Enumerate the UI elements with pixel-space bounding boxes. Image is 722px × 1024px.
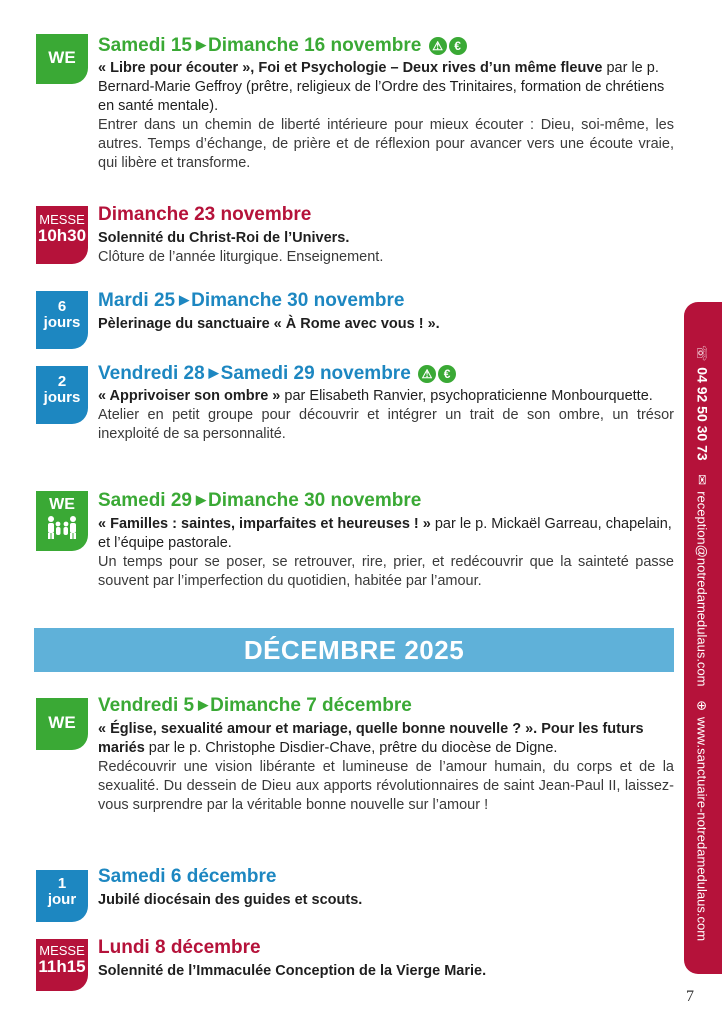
event-description: Entrer dans un chemin de liberté intérieure pour mieux écouter : Dieu, soi-même, les autres. Temps d’échange, de prière et de réflexion pour avancer vers une écoute vraie, qui libère et transforme. [98, 117, 674, 171]
event-title: Samedi 29 ▶ Dimanche 30 novembre [98, 490, 422, 511]
event-subtitle: « Familles : saintes, imparfaites et heureuses ! » par le p. Mickaël Garreau, chapelain, et l’équipe pastorale. [98, 516, 672, 551]
event-body [98, 289, 674, 334]
event-title: Samedi 15 ▶ Dimanche 16 novembre ⚠ € [98, 34, 674, 57]
event-title: Lundi 8 décembre [98, 937, 261, 958]
event-subtitle: Solennité du Christ-Roi de l’Univers. [98, 230, 350, 246]
event-body [98, 489, 674, 591]
event-subtitle: Pèlerinage du sanctuaire « À Rome avec vous ! ». [98, 316, 440, 332]
arrow-right-icon: ▶ [208, 365, 219, 380]
arrow-right-icon: ▶ [179, 292, 190, 307]
event-description: Atelier en petit groupe pour découvrir et intégrer un trait de son ombre, un trésor inexploité de sa personnalité. [98, 407, 674, 442]
event-body [98, 866, 674, 910]
event-badge-days: 6 jours [36, 291, 88, 349]
event-body [98, 34, 674, 173]
arrow-right-icon: ▶ [198, 697, 209, 712]
event-badge-days: 1 jour [36, 870, 88, 922]
euro-icon: € [438, 365, 456, 383]
page-number: 7 [686, 988, 694, 1005]
event-body [98, 694, 674, 815]
email-icon: ✉ [694, 474, 710, 486]
event-badge-days: 2 jours [36, 366, 88, 424]
event-badge-messe: MESSE 10h30 [36, 206, 88, 264]
event-description: Clôture de l’année liturgique. Enseignement. [98, 249, 384, 265]
arrow-right-icon: ▶ [196, 37, 206, 52]
event-badge-messe: MESSE 11h15 [36, 939, 88, 991]
event-badge-we: WE [36, 698, 88, 750]
event-title: Mardi 25 ▶ Dimanche 30 novembre [98, 290, 405, 311]
globe-icon: ⊕ [694, 700, 710, 712]
contact-line: ☏04 92 50 30 73 ✉reception@notredamedulaus.com ⊕www.sanctuaire-notredamedulaus.com [694, 344, 711, 942]
event-subtitle: « Libre pour écouter », Foi et Psychologie – Deux rives d’un même fleuve par le p. Bernard-Marie Geffroy (prêtre, religieux de l’Ordre des Trinitaires, formation de chrétiens en santé mentale). [98, 60, 665, 114]
event-title: Dimanche 23 novembre [98, 204, 312, 225]
event-body [98, 362, 674, 444]
family-icon-svg [44, 514, 80, 540]
euro-icon: € [449, 37, 467, 55]
phone-icon: ☏ [694, 344, 710, 362]
pilgrim-icon: ⚠ [418, 365, 436, 383]
email-link[interactable]: reception@notredamedulaus.com [694, 491, 710, 687]
month-banner: DÉCEMBRE 2025 [34, 628, 674, 672]
event-description: Un temps pour se poser, se retrouver, rire, prier, et redécouvrir que la sainteté passe souvent par l’imperfection du quotidien, habitée par l’amour. [98, 554, 674, 589]
event-body [98, 937, 674, 981]
website-link[interactable]: www.sanctuaire-notredamedulaus.com [694, 717, 710, 942]
event-badge-we: WE [36, 34, 88, 84]
event-title: Samedi 6 décembre [98, 866, 277, 887]
event-description: Redécouvrir une vision libérante et lumineuse de l’amour humain, du corps et de la sexualité. Du dessein de Dieu aux apports révolutionnaires de saint Jean-Paul II, laissez-vous surprendre par la véritable bonne nouvelle sur l’amour ! [98, 759, 674, 813]
pilgrim-icon: ⚠ [429, 37, 447, 55]
event-title: Vendredi 28 ▶ Samedi 29 novembre ⚠ € [98, 362, 674, 385]
event-subtitle: Jubilé diocésain des guides et scouts. [98, 892, 363, 908]
event-subtitle: « Église, sexualité amour et mariage, quelle bonne nouvelle ? ». Pour les futurs mariés par le p. Christophe Disdier-Chave, prêtre du diocèse de Digne. [98, 721, 644, 756]
event-subtitle: Solennité de l’Immaculée Conception de la Vierge Marie. [98, 963, 487, 979]
event-title: Vendredi 5 ▶ Dimanche 7 décembre [98, 695, 412, 716]
arrow-right-icon: ▶ [196, 492, 206, 507]
event-badge-we-family: WE [36, 491, 88, 551]
event-subtitle: « Apprivoiser son ombre » par Elisabeth Ranvier, psychopraticienne Monbourquette. [98, 388, 653, 404]
event-body [98, 204, 674, 267]
family-icon [36, 514, 88, 544]
